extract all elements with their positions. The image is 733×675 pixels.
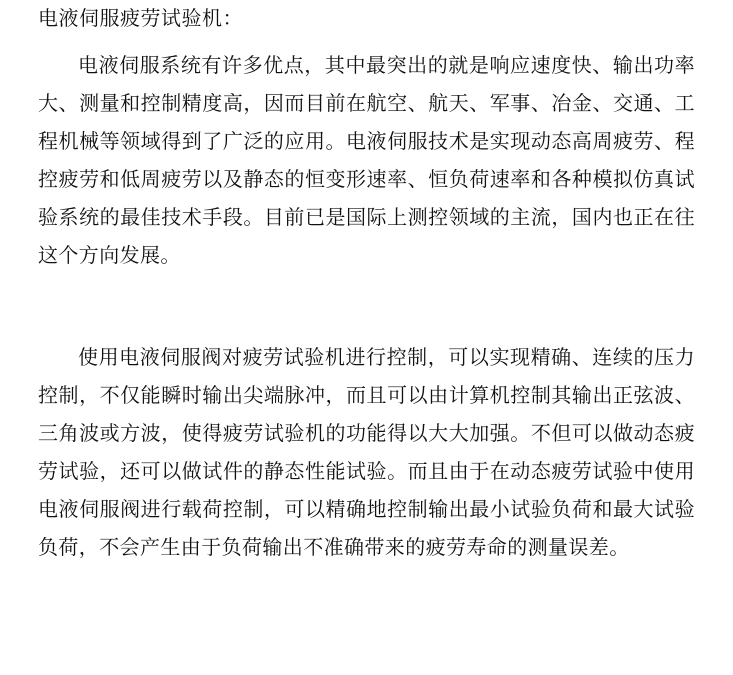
- section-heading: 电液伺服疲劳试验机：: [38, 6, 243, 30]
- paragraph-servo-valve-control: 使用电液伺服阀对疲劳试验机进行控制，可以实现精确、连续的压力控制，不仅能瞬时输出尖端脉冲，而且可以由计算机控制其输出正弦波、三角波或方波，使得疲劳试验机的功能得以大大加强。不但可以做动态疲劳试验，还可以做试件的静态性能试验。而且由于在动态疲劳试验中使用电液伺服阀进行载荷控制，可以精确地控制输出最小试验负荷和最大试验负荷，不会产生由于负荷输出不准确带来的疲劳寿命的测量误差。: [38, 345, 695, 559]
- paragraph-advantages: 电液伺服系统有许多优点，其中最突出的就是响应速度快、输出功率大、测量和控制精度高，因而目前在航空、航天、军事、冶金、交通、工程机械等领域得到了广泛的应用。电液伺服技术是实现动态高周疲劳、程控疲劳和低周疲劳以及静态的恒变形速率、恒负荷速率和各种模拟仿真试验系统的最佳技术手段。目前已是国际上测控领域的主流，国内也正在往这个方向发展。: [38, 53, 695, 267]
